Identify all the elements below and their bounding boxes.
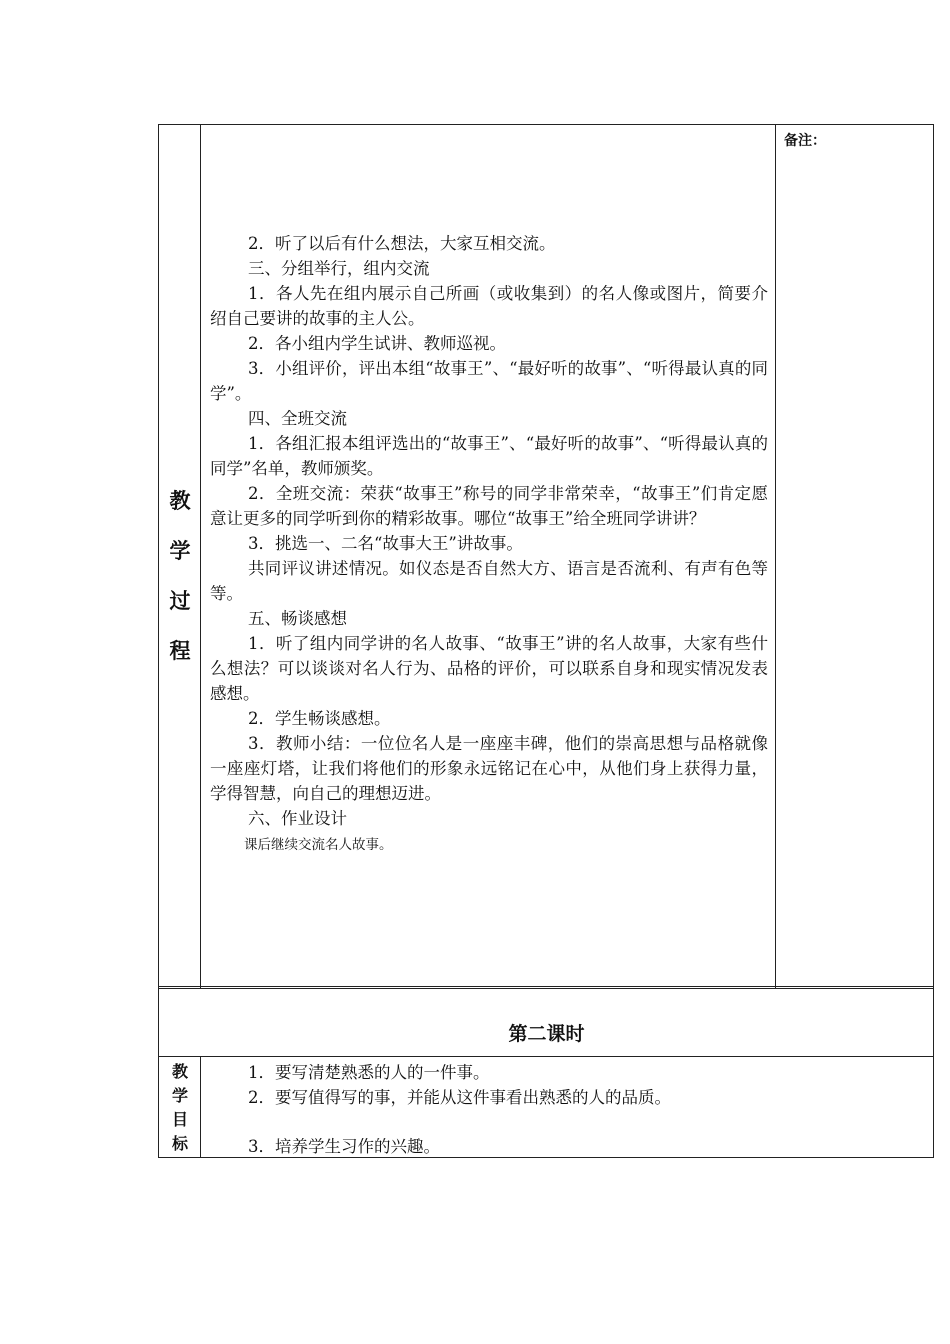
paragraph: 3．教师小结：一位位名人是一座座丰碑，他们的崇高思想与品格就像一座座灯塔，让我们将他们的形象永远铭记在心中，从他们身上获得力量，学得智慧，向自己的理想迈进。 <box>210 734 768 803</box>
section-divider-2 <box>158 988 934 989</box>
goal-item: 2．要写值得写的事，并能从这件事看出熟悉的人的品质。 <box>248 1088 671 1107</box>
homework-text: 课后继续交流名人故事。 <box>244 837 393 853</box>
paragraph: 六、作业设计 <box>248 809 347 828</box>
paragraph: 3．挑选一、二名“故事大王”讲故事。 <box>248 534 523 553</box>
goal-item: 1．要写清楚熟悉的人的一件事。 <box>248 1063 490 1082</box>
sidebar-char: 过 <box>169 589 191 613</box>
teaching-goals-content <box>210 1060 910 1159</box>
goal-label-char: 目 <box>171 1110 188 1129</box>
table-border-right <box>933 124 934 1158</box>
paragraph: 1．各人先在组内展示自己所画（或收集到）的名人像或图片，简要介绍自己要讲的故事的主人公。 <box>210 284 768 328</box>
notes-divider <box>775 124 776 988</box>
table-border-top <box>158 124 934 125</box>
paragraph: 五、畅谈感想 <box>248 609 347 628</box>
paragraph: 1．听了组内同学讲的名人故事、“故事王”讲的名人故事，大家有些什么想法？可以谈谈对名人行为、品格的评价，可以联系自身和现实情况发表感想。 <box>210 634 768 703</box>
goal-label-char: 学 <box>171 1086 188 1105</box>
paragraph: 2．听了以后有什么想法，大家互相交流。 <box>248 234 556 253</box>
paragraph: 2．全班交流：荣获“故事王”称号的同学非常荣幸，“故事王”们肯定愿意让更多的同学听到你的精彩故事。哪位“故事王”给全班同学讲讲？ <box>210 484 768 528</box>
lesson-title: 第二课时 <box>508 1023 585 1045</box>
sidebar-char: 程 <box>169 639 191 663</box>
sidebar-char: 学 <box>169 539 191 563</box>
goal-label-char: 教 <box>171 1062 188 1081</box>
paragraph: 三、分组举行，组内交流 <box>248 259 430 278</box>
goals-top-divider <box>158 1056 934 1057</box>
paragraph: 四、全班交流 <box>248 409 347 428</box>
teaching-goals-label <box>159 1060 201 1156</box>
notes-label: 备注： <box>784 133 826 149</box>
paragraph: 共同评议讲述情况。如仪态是否自然大方、语言是否流利、有声有色等等。 <box>210 559 768 603</box>
paragraph: 3．小组评价，评出本组“故事王”、“最好听的故事”、“听得最认真的同学”。 <box>210 359 768 403</box>
paragraph: 2．学生畅谈感想。 <box>248 709 391 728</box>
goal-item: 3．培养学生习作的兴趣。 <box>248 1137 440 1156</box>
goal-label-char: 标 <box>171 1134 188 1153</box>
paragraph: 1．各组汇报本组评选出的“故事王”、“最好听的故事”、“听得最认真的同学”名单，教师颁奖。 <box>210 434 768 478</box>
paragraph: 2．各小组内学生试讲、教师巡视。 <box>248 334 506 353</box>
sidebar-char: 教 <box>169 489 191 513</box>
section-divider <box>158 986 934 987</box>
teaching-process-label <box>159 476 201 676</box>
teaching-process-content <box>210 231 768 858</box>
